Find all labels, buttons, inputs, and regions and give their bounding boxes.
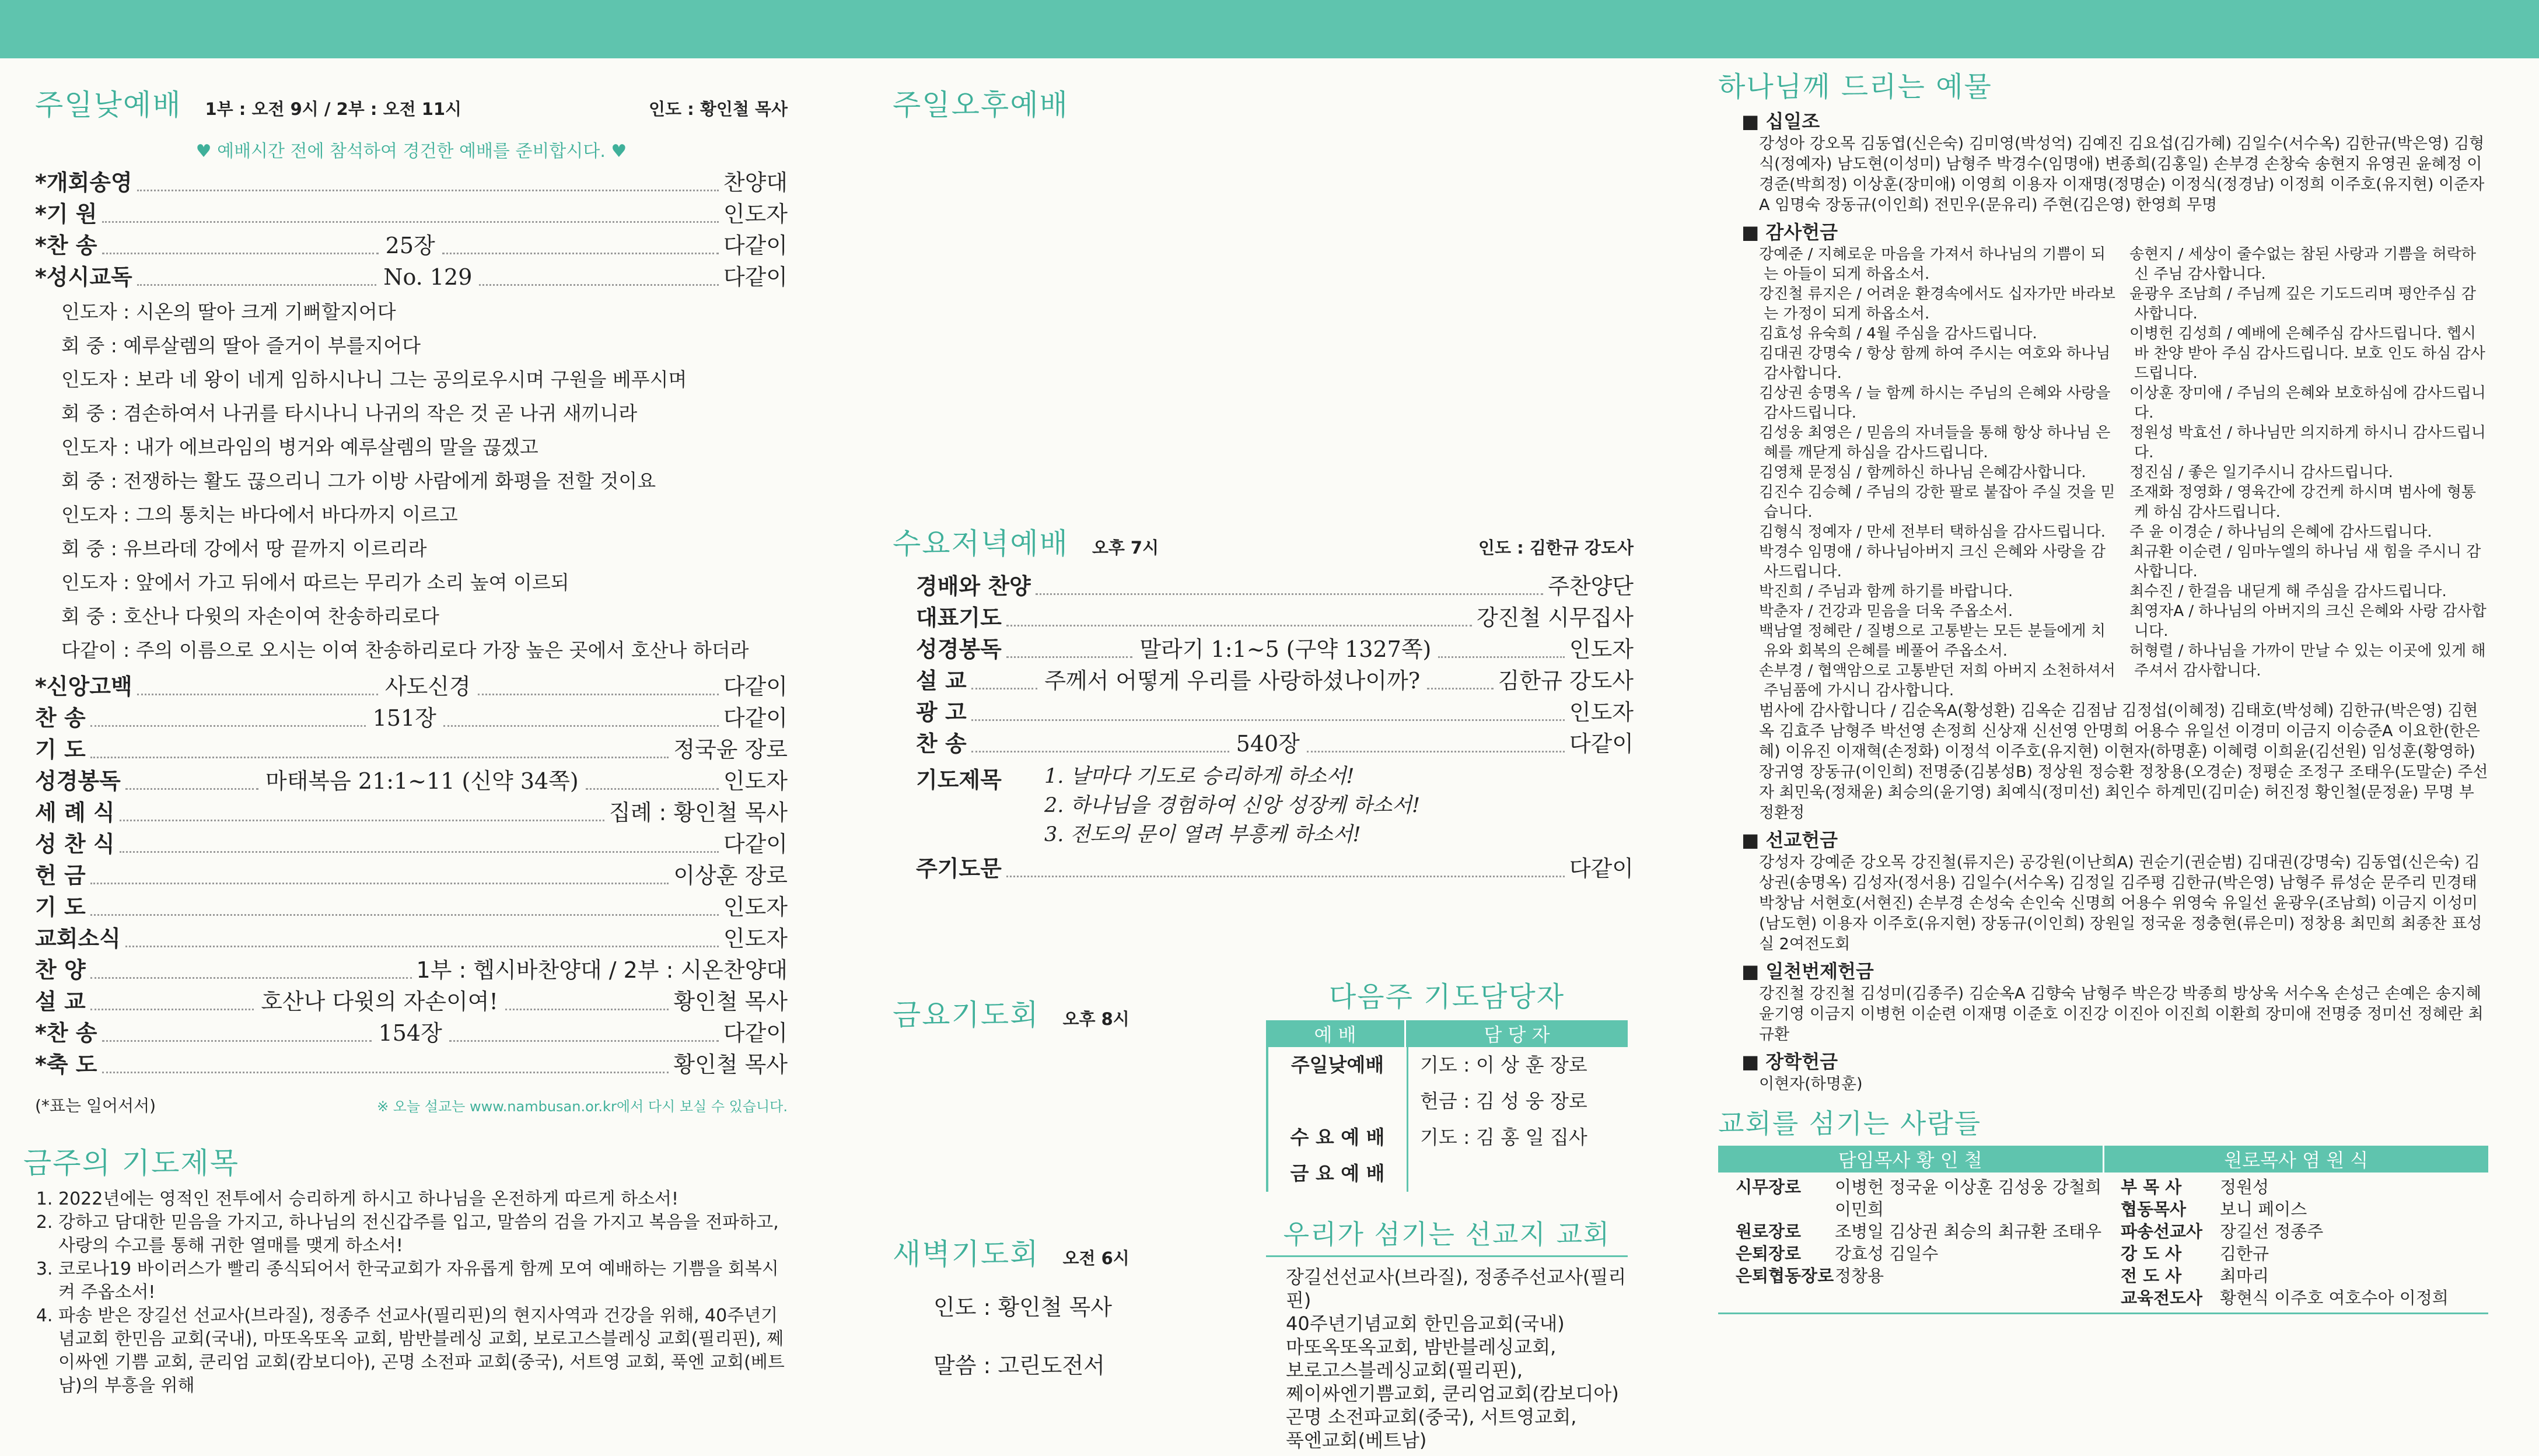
- leader-dots: [443, 709, 719, 727]
- leader-dots: [90, 898, 719, 916]
- staff-body: [1718, 1172, 2488, 1314]
- mission-offering-title: ■ 선교헌금: [1741, 825, 2488, 852]
- order-item-content: 151장: [372, 705, 436, 731]
- leader-dots: [971, 704, 1565, 721]
- order-item-person: 정국윤 장로: [673, 737, 788, 762]
- column-sunday-service: [23, 58, 788, 1398]
- dawn-leader: 인도 : 황인철 목사: [933, 1294, 1112, 1320]
- reading-line: 회 중 : 유브라데 강에서 땅 끝까지 이르리라: [61, 537, 427, 560]
- sunday-service-title: 주일낮예배: [35, 88, 182, 122]
- staff-row: [2121, 1220, 2488, 1242]
- ilcheon-title: ■ 일천번제헌금: [1741, 957, 2488, 984]
- order-item-label: 찬 송: [35, 705, 86, 731]
- staff-title: 교회를 섬기는 사람들: [1718, 1108, 1982, 1139]
- staff-names: 정창용: [1835, 1266, 1884, 1286]
- wed-item: [916, 665, 1634, 696]
- order-item-person: 다같이: [723, 705, 788, 731]
- prayer-item: 3. 코로나19 바이러스가 빨리 종식되어서 한국교회가 자유롭게 함께 모여 예배하는 기쁨을 회복시켜 주옵소서!: [58, 1258, 788, 1304]
- leader-dots: [1006, 609, 1472, 626]
- staff-role: 교육전도사: [2121, 1288, 2203, 1308]
- wed-item: [916, 634, 1634, 665]
- mission-line: 곤명 소전파교회(중국), 서트영교회,: [1286, 1406, 1577, 1428]
- staff-role: 은퇴협동장로: [1736, 1266, 1834, 1286]
- next-week-header-service: 예 배: [1266, 1020, 1406, 1047]
- order-item: [35, 954, 788, 986]
- order-item: [35, 1049, 788, 1080]
- reading-line: 회 중 : 호산나 다윗의 자손이여 찬송하리로다: [61, 605, 439, 628]
- leader-dots: [1307, 735, 1565, 752]
- leader-dots: [479, 268, 719, 286]
- wed-item-person: 주찬양단: [1548, 573, 1634, 599]
- wed-item-person: 인도자: [1569, 636, 1634, 662]
- wednesday-service-time: 오후 7시: [1092, 538, 1159, 558]
- order-item-label: *축 도: [35, 1052, 97, 1077]
- next-week-service: 수 요 예 배: [1268, 1119, 1408, 1156]
- wed-item-label: 찬 송: [916, 731, 967, 757]
- leader-dots: [90, 741, 669, 758]
- column-other-services: [893, 58, 1634, 1451]
- mission-line: 마또옥또옥교회, 밤반블레싱교회,: [1286, 1336, 1557, 1358]
- standing-note: (*표는 일어서서): [35, 1096, 156, 1115]
- reading-line: 회 중 : 예루살렘의 딸아 즐거이 부를지어다: [61, 334, 421, 357]
- staff-row: [2121, 1287, 2488, 1309]
- next-week-row: [1268, 1156, 1628, 1192]
- wednesday-service-leader: 인도 : 김한규 강도사: [1478, 538, 1634, 558]
- wed-item-content: 540장: [1236, 731, 1300, 757]
- order-item-label: 찬 양: [35, 957, 86, 983]
- reading-line: 인도자 : 시온의 딸아 크게 기뻐할지어다: [61, 300, 396, 323]
- preparation-note: ♥ 예배시간 전에 참석하여 경건한 예배를 준비합시다. ♥: [195, 141, 627, 162]
- leader-dots: [1006, 640, 1133, 658]
- wed-item-label: 광 고: [916, 699, 967, 725]
- order-item: [35, 734, 788, 765]
- wednesday-prayer-list: [1044, 762, 1420, 849]
- thanks-entry: 박진희 / 주님과 함께 하기를 바랍니다.: [1759, 583, 2013, 600]
- leader-dots: [120, 804, 604, 821]
- order-item: [35, 261, 788, 293]
- order-item: [35, 1017, 788, 1049]
- mission-line: 쩨이싸엔기쁨교회, 쿤리엄교회(캄보디아): [1286, 1382, 1619, 1405]
- order-item-label: 성경봉독: [35, 768, 121, 794]
- thanks-general: 범사에 감사합니다 / 김순옥A(황성환) 김옥순 김점남 김정섭(이혜정) 김태호(박성혜) 김한규(박은영) 김현옥 김효주 남형주 박선영 손정희 신상재 신선영 안명희 어용수 유일선 이경미 이금지 이승준A 이요한(한은혜) 이유진 이재혁(손정화) 이정석 이주호(유지현) 이현자(하명훈) 이혜령 이희윤(김선원) 임성훈(황영하) 장귀영 장동규(이인희) 전명중(김봉성B) 정상원 정승환 정창용(오경순) 정평순 조정구 조태우(도말순) 주선자 최민욱(정채윤) 최승의(윤기영) 최예식(정미선) 최인수 하계민(김미순) 허진정 황인철(문정윤) 무명 부정환정: [1759, 702, 2488, 822]
- leader-dots: [90, 961, 412, 979]
- thanks-entry: 김형식 정예자 / 만세 전부터 택하심을 감사드립니다.: [1759, 523, 2106, 541]
- order-item-person: 다같이: [723, 233, 788, 258]
- leader-dots: [102, 1056, 669, 1073]
- order-item: [35, 797, 788, 828]
- offerings-title: 하나님께 드리는 예물: [1718, 71, 1992, 103]
- sermon-web-note: ※ 오늘 설교는 www.nambusan.or.kr에서 다시 보실 수 있습니다.: [377, 1098, 788, 1115]
- leader-dots: [102, 237, 379, 254]
- order-item: [35, 765, 788, 797]
- staff-names: 최마리: [2220, 1266, 2269, 1286]
- wed-prayer-item: 2. 하나님을 경험하여 신앙 성장케 하소서!: [1044, 794, 1421, 817]
- reading-line: 인도자 : 그의 통치는 바다에서 바다까지 이르고: [61, 503, 458, 526]
- staff-row: [2121, 1198, 2488, 1220]
- staff-names: 보니 페이스: [2220, 1199, 2307, 1219]
- order-item-content: 호산나 다윗의 자손이여!: [261, 989, 498, 1014]
- thanks-entry: 김진수 김승혜 / 주님의 강한 팔로 붙잡아 주실 것을 믿습니다.: [1759, 484, 2115, 521]
- wed-item-content: 주께서 어떻게 우리를 사랑하셨나이까?: [1044, 668, 1421, 694]
- leader-dots: [1427, 672, 1494, 690]
- scholarship-names: 이현자(하명훈): [1759, 1075, 1863, 1093]
- order-item-person: 인도자: [723, 201, 788, 227]
- wednesday-service-title: 수요저녁예배: [893, 527, 1069, 561]
- staff-role: 원로장로: [1736, 1222, 1802, 1241]
- order-item-person: 인도자: [723, 768, 788, 794]
- order-item-content: 154장: [378, 1020, 442, 1046]
- thanks-entry: 송현지 / 세상이 줄수없는 참된 사랑과 기쁨을 허락하신 주님 감사합니다.: [2129, 246, 2477, 283]
- order-item-person: 집례 : 황인철 목사: [609, 800, 788, 825]
- leader-dots: [90, 993, 254, 1010]
- leader-dots: [102, 205, 719, 223]
- staff-left: [1718, 1176, 2103, 1309]
- reading-line: 인도자 : 앞에서 가고 뒤에서 따르는 무리가 소리 높여 이르되: [61, 571, 569, 594]
- sunday-service-leader: 인도 : 황인철 목사: [649, 99, 788, 119]
- lords-prayer-row: [893, 853, 1634, 884]
- order-item-person: 이상훈 장로: [673, 863, 788, 888]
- order-item-label: *신앙고백: [35, 674, 132, 699]
- staff-row: [1736, 1176, 2103, 1220]
- leader-dots: [586, 772, 719, 790]
- prayer-item: 1. 2022년에는 영적인 전투에서 승리하게 하시고 하나님을 온전하게 따르게 하소서!: [58, 1188, 788, 1211]
- mission-line: 40주년기념교회 한민음교회(국내): [1286, 1312, 1565, 1335]
- order-item-label: *성시교독: [35, 264, 132, 290]
- thanks-right-list: [2129, 244, 2488, 701]
- staff-row: [2121, 1176, 2488, 1198]
- wed-item: [916, 602, 1634, 634]
- order-item-label: 기 도: [35, 737, 86, 762]
- wed-item-content: 말라기 1:1~5 (구약 1327쪽): [1139, 636, 1432, 662]
- thanks-entry: 이상훈 장미애 / 주님의 은혜와 보호하심에 감사드립니다.: [2129, 384, 2486, 422]
- tithe-names: 강성아 강오목 김동엽(신은숙) 김미영(박성억) 김예진 김요섭(김가혜) 김일수(서수옥) 김한규(박은영) 김형식(정예자) 남도현(이성미) 남형주 박경수(임명애) 변종희(김홍일) 손부경 손창숙 송현지 유영권 윤혜정 이경준(박희정) 이상훈(장미애) 이영희 이용자 이재명(정명순) 이정식(정경남) 이정희 이주호(유지현) 이준자A 임명숙 장동규(이인희) 전민우(문유리) 주현(김은영) 한영희 무명: [1759, 135, 2485, 214]
- thanks-entry: 박경수 임명애 / 하나님아버지 크신 은혜와 사랑을 감사드립니다.: [1759, 543, 2106, 580]
- order-item-person: 다같이: [723, 831, 788, 857]
- wed-prayer-item: 1. 날마다 기도로 승리하게 하소서!: [1044, 765, 1355, 788]
- thanks-entry: 강진철 류지은 / 어려운 환경속에서도 십자가만 바라보는 가정이 되게 하옵소서.: [1759, 285, 2115, 323]
- mission-line: 보로고스블레싱교회(필리핀),: [1286, 1359, 1523, 1381]
- staff-row: [1736, 1265, 2103, 1287]
- order-item-label: 교회소식: [35, 926, 121, 951]
- order-item: [35, 702, 788, 734]
- order-item-label: *찬 송: [35, 1020, 97, 1046]
- thanks-title: ■ 감사헌금: [1741, 218, 2488, 244]
- responsive-reading: [35, 295, 788, 667]
- order-item: [35, 891, 788, 923]
- reading-line: 회 중 : 전쟁하는 활도 끊으리니 그가 이방 사람에게 화평을 전할 것이요: [61, 470, 656, 492]
- dawn-word: 말씀 : 고린도전서: [933, 1353, 1105, 1378]
- order-item: [35, 986, 788, 1017]
- wed-item: [916, 728, 1634, 760]
- order-item-label: 세 례 식: [35, 800, 115, 825]
- order-item-person: 황인철 목사: [673, 1052, 788, 1077]
- order-item-person: 인도자: [723, 926, 788, 951]
- next-week-rows: [1266, 1047, 1628, 1192]
- thanks-left-list: [1759, 244, 2118, 701]
- staff-names: 황현식 이주호 여호수아 이정희: [2220, 1288, 2449, 1308]
- leader-dots: [125, 772, 258, 790]
- staff-role: 강 도 사: [2121, 1244, 2182, 1264]
- staff-role: 파송선교사: [2121, 1222, 2203, 1241]
- top-band: [0, 0, 2539, 58]
- next-week-service: 주일낮예배: [1268, 1047, 1408, 1083]
- staff-names: 김한규: [2220, 1244, 2269, 1264]
- mission-church-box: [1266, 1213, 1628, 1452]
- thanks-entry: 김효성 유숙희 / 4월 주심을 감사드립니다.: [1759, 325, 2037, 342]
- leader-dots: [478, 678, 719, 695]
- column-offerings: [1718, 58, 2488, 1314]
- order-item: [35, 230, 788, 261]
- thanks-entry: 백남열 정혜란 / 질병으로 고통받는 모든 분들에게 치유와 회복의 은혜를 베풀어 주옵소서.: [1759, 622, 2106, 660]
- wednesday-order: [893, 570, 1634, 760]
- wed-item-person: 김한규 강도사: [1498, 668, 1634, 694]
- mission-offering-names: 강성자 강예준 강오목 강진철(류지은) 공강원(이난희A) 권순기(권순범) 김대권(강명숙) 김동엽(신은숙) 김상권(송명옥) 김성자(정서용) 김일수(서수옥) 김정일 김주평 김한규(박은영) 남형주 류성순 문주리 민경태 박창남 서현호(서현진) 손부경 손성숙 손인숙 신명희 어용수 위영숙 유일선 윤광우(조남희) 이금지 이성미(남도현) 이용자 이주호(유지현) 장동규(이인희) 장원일 정국윤 정충현(류은미) 정창용 최민희 최종찬 표성실 2여전도회: [1759, 853, 2482, 953]
- afternoon-service-title: 주일오후예배: [893, 88, 1069, 122]
- order-item: [35, 671, 788, 702]
- thanks-entry: 주 윤 이경순 / 하나님의 은혜에 감사드립니다.: [2129, 523, 2432, 541]
- mission-line: 푹엔교회(베트남): [1286, 1429, 1427, 1451]
- thanks-entry: 윤광우 조남희 / 주님께 깊은 기도드리며 평안주심 감사합니다.: [2129, 285, 2477, 323]
- next-week-row: [1268, 1047, 1628, 1083]
- staff-names: 장길선 정종주: [2220, 1222, 2324, 1241]
- leader-dots: [137, 678, 378, 695]
- next-week-person: 기도 : 이 상 훈 장로: [1420, 1054, 1587, 1076]
- next-week-row: [1268, 1083, 1628, 1119]
- prayer-item: 2. 강하고 담대한 믿음을 가지고, 하나님의 전신갑주를 입고, 말씀의 검을 가지고 복음을 전파하고, 사랑의 수고를 통해 귀한 열매를 맺게 하소서!: [58, 1211, 788, 1258]
- weekly-prayer-list: [35, 1188, 788, 1398]
- next-week-header: [1266, 1020, 1628, 1047]
- order-item-person: 다같이: [723, 674, 788, 699]
- wed-item-person: 인도자: [1569, 699, 1634, 725]
- staff-row: [2121, 1265, 2488, 1287]
- staff-names: 정원성: [2220, 1177, 2269, 1197]
- order-item-person: 찬양대: [723, 170, 788, 195]
- thanks-entry: 손부경 / 협액암으로 고통받던 저희 아버지 소천하셔서 주님품에 가시니 감사합니다.: [1759, 662, 2115, 699]
- leader-dots: [1036, 578, 1543, 595]
- leader-dots: [90, 867, 669, 884]
- thanks-entry: 정진심 / 좋은 일기주시니 감사드립니다.: [2129, 464, 2393, 481]
- thanks-entry: 김대권 강명숙 / 항상 함께 하여 주시는 여호와 하나님 감사합니다.: [1759, 345, 2111, 382]
- leader-dots: [137, 268, 377, 286]
- thanks-entry: 최영자A / 하나님의 아버지의 크신 은혜와 사랑 감사합니다.: [2129, 603, 2486, 640]
- order-item-person: 다같이: [723, 264, 788, 290]
- ilcheon-names: 강진철 강진철 김성미(김종주) 김순옥A 김향숙 남형주 박은강 박종희 방상욱 서수옥 손성근 손예은 송지혜 윤기영 이금지 이병헌 이순련 이재명 이준호 이진강 이진아 이진희 이환희 장미애 전명중 정미선 정혜란 최규환: [1759, 985, 2484, 1044]
- lords-prayer-value: 다같이: [1569, 856, 1634, 881]
- wed-item-label: 경배와 찬양: [916, 573, 1031, 599]
- thanks-entry: 최수진 / 한걸음 내딛게 해 주심을 감사드립니다.: [2129, 583, 2447, 600]
- tithe-title: ■ 십일조: [1741, 107, 2488, 134]
- sunday-service-time: 1부 : 오전 9시 / 2부 : 오전 11시: [205, 99, 462, 119]
- wed-prayer-item: 3. 전도의 문이 열려 부흥케 하소서!: [1044, 823, 1361, 846]
- order-item: [35, 860, 788, 891]
- order-item-label: 기 도: [35, 894, 86, 920]
- leader-dots: [120, 835, 719, 853]
- reading-line: 회 중 : 겸손하여서 나귀를 타시나니 나귀의 작은 것 곧 나귀 새끼니라: [61, 402, 638, 425]
- leader-dots: [125, 930, 719, 947]
- order-item: [35, 923, 788, 954]
- prayer-item: 4. 파송 받은 장길선 선교사(브라질), 정종주 선교사(필리핀)의 현지사역과 건강을 위해, 40주년기념교회 한민음 교회(국내), 마또옥또옥 교회, 밤반블레싱 교회, 보로고스블레싱 교회(필리핀), 쩨이싸엔 기쁨 교회, 쿤리엄 교회(캄보디아), 곤명 소전파 교회(중국), 서트영 교회, 푹엔 교회(베트남)의 부흥을 위해: [58, 1304, 788, 1398]
- friday-prayer-time: 오후 8시: [1062, 1009, 1129, 1029]
- order-item-label: 성 찬 식: [35, 831, 115, 857]
- leader-dots: [505, 993, 669, 1010]
- order-item-content: 사도신경: [384, 674, 471, 699]
- thanks-entry: 조재화 정영화 / 영육간에 강건케 하시며 범사에 형통케 하심 감사드립니다.: [2129, 484, 2477, 521]
- thanks-entry: 강예준 / 지혜로운 마음을 가져서 하나님의 기쁨이 되는 아들이 되게 하옵소서.: [1759, 246, 2106, 283]
- order-of-worship-2: [35, 671, 788, 1080]
- order-item-person: 다같이: [723, 1020, 788, 1046]
- staff-role: 은퇴장로: [1736, 1244, 1802, 1264]
- staff-role: 전 도 사: [2121, 1266, 2182, 1286]
- dawn-prayer-title: 새벽기도회: [893, 1237, 1040, 1271]
- order-item: [35, 198, 788, 230]
- order-item: [35, 828, 788, 860]
- thanks-entry: 허형렬 / 하나님을 가까이 만날 수 있는 이곳에 있게 해주셔서 감사합니다.: [2129, 642, 2486, 680]
- staff-right: [2103, 1176, 2488, 1309]
- next-week-service: [1268, 1083, 1408, 1119]
- thanks-entry: 박춘자 / 건강과 믿음을 더욱 주옵소서.: [1759, 603, 2013, 620]
- reading-line: 인도자 : 보라 네 왕이 네게 임하시나니 그는 공의로우시며 구원을 베푸시며: [61, 368, 687, 391]
- leader-dots: [442, 237, 719, 254]
- staff-role: 협동목사: [2121, 1199, 2187, 1219]
- staff-header: [1718, 1146, 2488, 1172]
- scholarship-title: ■ 장학헌금: [1741, 1047, 2488, 1074]
- emeritus-pastor: 원로목사 염 원 식: [2224, 1149, 2369, 1171]
- order-item-label: 설 교: [35, 989, 86, 1014]
- wed-item-label: 설 교: [916, 668, 967, 694]
- reading-line: 인도자 : 내가 에브라임의 병거와 예루살렘의 말을 끊겠고: [61, 436, 538, 459]
- order-item-label: *기 원: [35, 201, 97, 227]
- order-of-worship-1: [35, 167, 788, 293]
- thanks-entry: 이병헌 김성희 / 예배에 은혜주심 감사드립니다. 헵시바 찬양 받아 주심 감사드립니다. 보호 인도 하심 감사드립니다.: [2129, 325, 2485, 382]
- order-item-content: 25장: [385, 233, 435, 258]
- next-week-service: 금 요 예 배: [1268, 1156, 1408, 1192]
- wed-item-label: 성경봉독: [916, 636, 1002, 662]
- staff-names: 강효성 김일수: [1835, 1244, 1939, 1264]
- order-item-person: 인도자: [723, 894, 788, 920]
- next-week-box: [1266, 974, 1628, 1192]
- thanks-entry: 정원성 박효선 / 하나님만 의지하게 하시니 감사드립니다.: [2129, 424, 2486, 461]
- thanks-entry: 김상권 송명옥 / 늘 함께 하시는 주님의 은혜와 사랑을 감사드립니다.: [1759, 384, 2111, 422]
- staff-row: [1736, 1242, 2103, 1265]
- leader-dots: [90, 709, 366, 727]
- order-item-label: 헌 금: [35, 863, 86, 888]
- order-item-person: 1부 : 헵시바찬양대 / 2부 : 시온찬양대: [416, 957, 788, 983]
- thanks-entry: 김성웅 최영은 / 믿음의 자녀들을 통해 항상 하나님 은혜를 깨닫게 하심을 감사드립니다.: [1759, 424, 2111, 461]
- thanks-entry: 최규환 이순련 / 임마누엘의 하나님 새 힘을 주시니 감사합니다.: [2129, 543, 2481, 580]
- wednesday-prayer-label: 기도제목: [916, 767, 1002, 793]
- leader-dots: [971, 672, 1038, 690]
- wed-item: [916, 570, 1634, 602]
- order-item-content: 마태복음 21:1~11 (신약 34쪽): [265, 768, 579, 794]
- leader-dots: [971, 735, 1229, 752]
- leader-dots: [102, 1024, 372, 1042]
- staff-names: 이병헌 정국윤 이상훈 김성웅 강철희 이민희: [1835, 1177, 2102, 1219]
- order-item-person: 황인철 목사: [673, 989, 788, 1014]
- staff-row: [1736, 1220, 2103, 1242]
- staff-role: 시무장로: [1736, 1177, 1802, 1197]
- lords-prayer-label: 주기도문: [916, 856, 1002, 881]
- wed-item-person: 강진철 시무집사: [1476, 605, 1634, 631]
- staff-names: 조병일 김상권 최승의 최규환 조태우: [1835, 1222, 2102, 1241]
- next-week-header-person: 담 당 자: [1484, 1024, 1550, 1046]
- weekly-prayer-title: 금주의 기도제목: [23, 1146, 239, 1180]
- mission-church-title: 우리가 섬기는 선교지 교회: [1266, 1213, 1628, 1257]
- senior-pastor: 담임목사 황 인 철: [1718, 1146, 2104, 1172]
- thanks-entry: 김영채 문정심 / 함께하신 하나님 은혜감사합니다.: [1759, 464, 2086, 481]
- staff-row: [2121, 1242, 2488, 1265]
- next-week-person: 기도 : 김 홍 일 집사: [1420, 1126, 1587, 1149]
- leader-dots: [137, 174, 719, 191]
- friday-prayer-title: 금요기도회: [893, 998, 1040, 1032]
- leader-dots: [1438, 640, 1565, 658]
- next-week-row: [1268, 1119, 1628, 1156]
- wed-item-person: 다같이: [1569, 731, 1634, 757]
- wed-item-label: 대표기도: [916, 605, 1002, 631]
- order-item: [35, 167, 788, 198]
- order-item-label: *개회송영: [35, 170, 132, 195]
- wed-item: [916, 696, 1634, 728]
- leader-dots: [449, 1024, 719, 1042]
- next-week-person: 헌금 : 김 성 웅 장로: [1420, 1090, 1587, 1112]
- staff-role: 부 목 사: [2121, 1177, 2182, 1197]
- mission-church-list: [1266, 1265, 1628, 1452]
- next-week-title: 다음주 기도담당자: [1328, 981, 1565, 1013]
- reading-line: 다같이 : 주의 이름으로 오시는 이여 찬송하리로다 가장 높은 곳에서 호산나 하더라: [61, 639, 749, 662]
- order-item-content: No. 129: [383, 264, 473, 290]
- dawn-prayer-time: 오전 6시: [1062, 1248, 1129, 1268]
- order-item-label: *찬 송: [35, 233, 97, 258]
- next-week-person: [1408, 1156, 1628, 1192]
- mission-line: 장길선선교사(브라질), 정종주선교사(필리핀): [1286, 1266, 1627, 1311]
